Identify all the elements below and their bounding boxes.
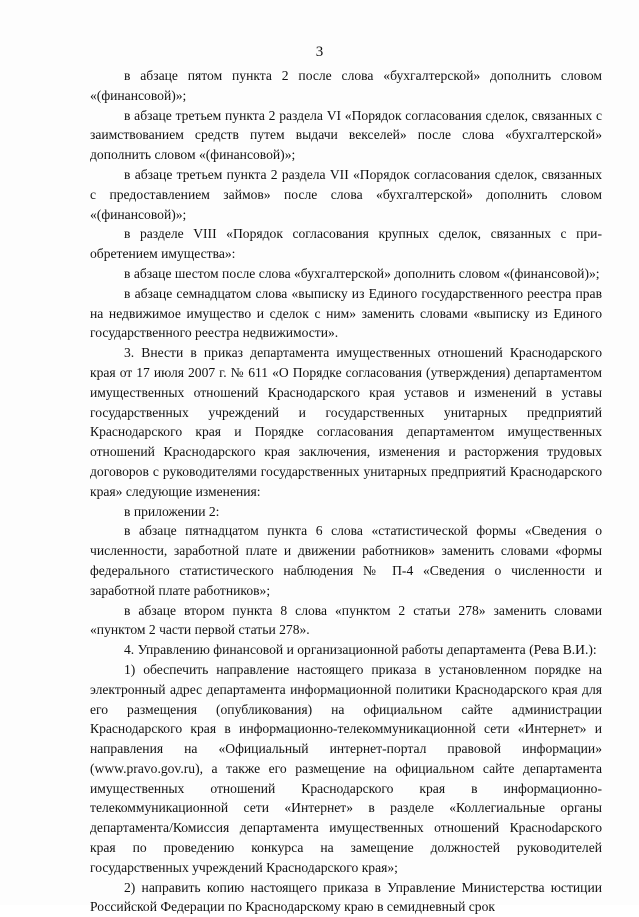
paragraph: в абзаце шестом после слова «бухгалтерской» дополнить словом «(финансовой)»; <box>124 265 600 281</box>
paragraph: в абзаце пятнадцатом пункта 6 слова «статистической формы «Сведения о численности, заработной плате и движении работников» заменить словами «формы федерального статистического наблюдения № П-4 «Сведения о численности и заработной плате работников»; <box>90 523 602 598</box>
paragraph: в абзаце третьем пункта 2 раздела VI «Порядок согласования сделок, связанных с заимствованием средств путем выдачи векселей» после слова «бухгалтерской» дополнить словом «(финансовой)»; <box>90 107 602 163</box>
paragraph: в абзаце пятом пункта 2 после слова «бухгалтерской» дополнить словом «(финансовой)»; <box>90 68 602 103</box>
paragraph: в абзаце третьем пункта 2 раздела VII «Порядок согласования сделок, связанных с предоставлением займов» после слова «бухгалтерской» дополнить словом «(финансовой)»; <box>90 166 602 222</box>
paragraph: в абзаце семнадцатом слова «выписку из Единого государственного реестра прав на недвижимое имущество и сделок с ним» заменить словами «выписку из Единого государственного реестра недвижимости». <box>90 285 602 341</box>
paragraph: в абзаце втором пункта 8 слова «пунктом 2 статьи 278» заменить словами «пунктом 2 части первой статьи 278». <box>90 602 602 638</box>
paragraph: 4. Управлению финансовой и организационной работы департамента (Рева В.И.): <box>124 642 597 658</box>
page-number: 3 <box>315 44 324 60</box>
document-body <box>90 66 602 917</box>
paragraph: 2) направить копию настоящего приказа в Управление Министерства юстиции Российской Федерации по Краснодарскому краю в семидневный срок <box>90 879 602 915</box>
paragraph: 3. Внести в приказ департамента имущественных отношений Краснодарского края от 17 июля 2007 г. № 611 «О Порядке согласования (утверждения) департаментом имущественных отношений Краснодарского края уставов и изменений в уставы государственных учреждений и государственных унитарных предприятий Краснодарского края и Порядке согласования департаментом имущественных отношений Краснодарского края заключения, изменения и расторжения трудовых договоров с руководителями государственных унитарных предприятий Краснодарского края» следующие изменения: <box>90 345 602 499</box>
paragraph: в приложении 2: <box>124 503 220 519</box>
paragraph: в разделе VIII «Порядок согласования крупных сделок, связанных с приобретением имущества»: <box>90 226 602 262</box>
paragraph: 1) обеспечить направление настоящего приказа в установленном порядке на электронный адрес департамента информационной политики Краснодарского края для его размещения (опубликования) на официальном сайте администрации Краснодарского края в информационно-телекоммуникационной сети «Интернет» и направления на «Официальный интернет-портал правовой информации» (www.pravo.gov.ru), а также его размещение на официальном сайте департамента имущественных отношений Краснодарского края в информационно-телекоммуникационной сети «Интернет» в разделе «Коллегиальные органы департамента/Комиссия департамента имущественных отношений Красноdарского края по проведению конкурса на замещение должностей руководителей государственных учреждений Краснодарского края»; <box>90 661 602 875</box>
